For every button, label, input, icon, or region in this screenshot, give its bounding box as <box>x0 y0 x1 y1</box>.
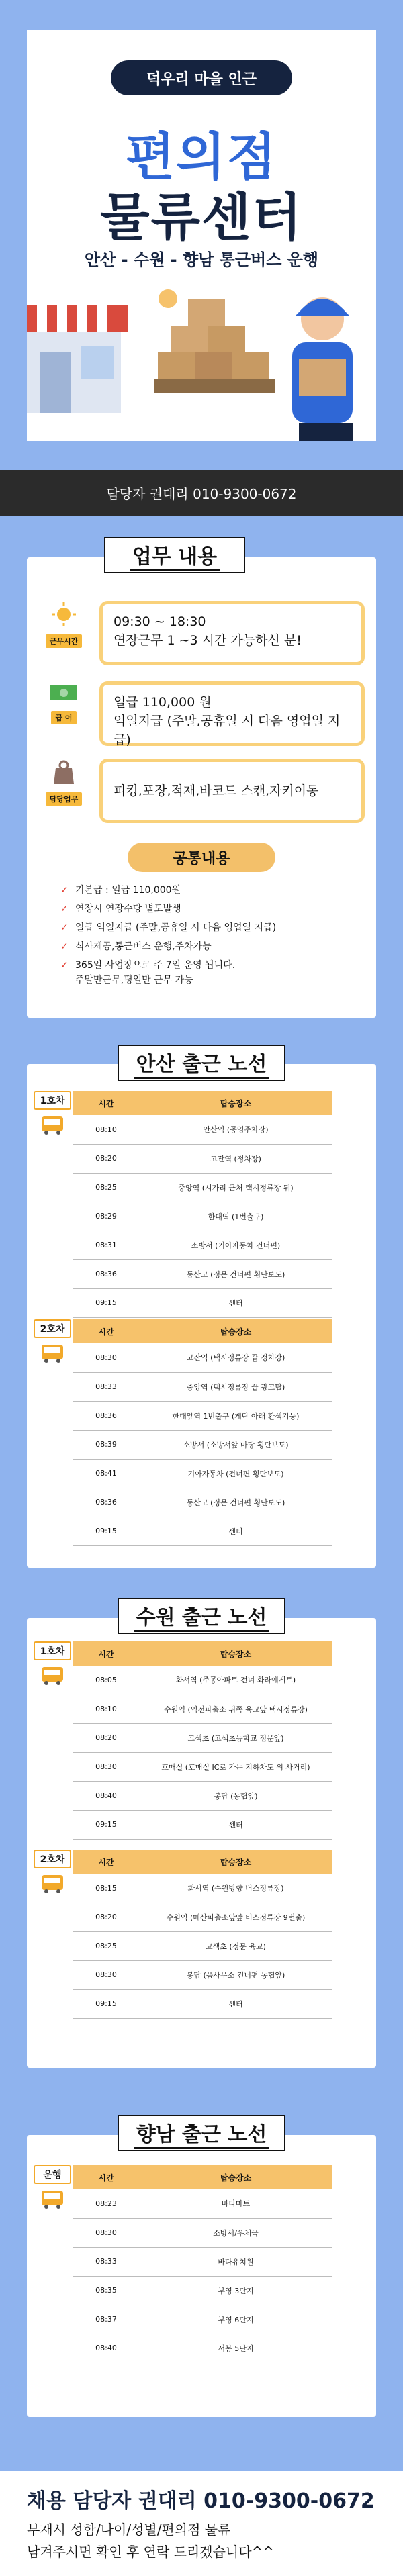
hours-label: 근무시간 <box>46 634 83 648</box>
contact-bar: 담당자 권대리 010-9300-0672 <box>0 470 403 516</box>
table-row: 08:20 고색초 (고색초등학교 정문앞) <box>73 1723 332 1752</box>
hero-subtitle: 안산 - 수원 - 향남 통근버스 운행 <box>84 250 319 269</box>
hero-title-1: 편의점 <box>125 127 278 187</box>
ansan-table-2: 시간 탑승장소 08:30 고잔역 (택시정류장 끝 정차장) 08:33 중앙역 (택시정류장 끝 광고탑) 08:36 한대앞역 1번출구 (게단 아래 환색기둥) 08:39 소방서 (소방서앞 마당 횡단보도) 08:41 기아자동차 (건너편 횡단보도) 08:36 동산고 (정문 건너편 횡단보도) 09:15 센터 <box>73 1319 332 1546</box>
bag-icon <box>50 759 77 785</box>
table-row: 08:20 수원역 (매산파출소앞앞 버스정류장 9번출) <box>73 1903 332 1931</box>
list-item: ✓ 기본급 : 일급 110,000원 <box>60 885 181 896</box>
sun-icon <box>50 601 77 628</box>
worker-icon <box>292 297 353 441</box>
store-icon <box>27 305 128 413</box>
bus-icon <box>40 1343 64 1364</box>
location-pill: 덕우리 마을 인근 <box>111 60 292 95</box>
list-item: ✓ 식사제공,통근버스 운행,주차가능 <box>60 941 212 952</box>
table-row: 08:23 바다마트 <box>73 2189 332 2218</box>
route-tag: 운행 <box>34 2165 71 2184</box>
ansan-section-title: 안산 출근 노선 <box>118 1045 285 1081</box>
table-row: 08:10 안산역 (공영주차장) <box>73 1115 332 1144</box>
list-item: ✓ 365일 사업장으로 주 7일 운영 됩니다. 주말만근무,평일만 근무 가능 <box>60 960 236 986</box>
table-row: 09:15 센터 <box>73 1989 332 2018</box>
table-row: 08:41 기아자동차 (건너편 횡단보도) <box>73 1459 332 1488</box>
common-list <box>60 883 356 988</box>
ansan-table-1: 시간 탑승장소 08:10 안산역 (공영주차장) 08:20 고잔역 (정차장) 08:25 중앙역 (시가리 근처 택시정류장 뒤) 08:29 한대역 (1번출구) 08:31 소방서 (기아자동차 건너편) 08:36 동산고 (정문 건너편 횡단보도) 09:15 센터 <box>73 1091 332 1318</box>
table-row: 08:25 중앙역 (시가리 근처 택시정류장 뒤) <box>73 1173 332 1202</box>
table-row: 08:40 봉담 (농협앞) <box>73 1781 332 1810</box>
route-tag: 1호차 <box>34 1091 71 1110</box>
table-row: 08:31 소방서 (기아자동차 건너편) <box>73 1231 332 1259</box>
table-row: 08:39 소방서 (소방서앞 마당 횡단보도) <box>73 1430 332 1459</box>
job-section-title: 업무 내용 <box>104 537 245 573</box>
route-tag: 1호차 <box>34 1641 71 1660</box>
route-tag: 2호차 <box>34 1319 71 1338</box>
hours-line-1: 09:30 ~ 18:30 <box>114 614 206 629</box>
hyangnam-section-title: 향남 출근 노선 <box>118 2115 285 2151</box>
route-tag: 2호차 <box>34 1850 71 1868</box>
table-row: 08:36 동산고 (정문 건너편 횡단보도) <box>73 1259 332 1288</box>
table-row: 08:05 화서역 (주공아파트 건너 화라예게트) <box>73 1666 332 1695</box>
bus-icon <box>40 1115 64 1135</box>
hyangnam-table: 시간 탑승장소 08:23 바다마트 08:30 소방서/우체국 08:33 바다유치원 08:35 부영 3단지 08:37 부영 6단지 08:40 서봉 5단지 <box>73 2165 332 2363</box>
common-pill: 공통내용 <box>128 843 275 872</box>
bus-icon <box>40 1874 64 1894</box>
list-item: ✓ 연장시 연장수당 별도발생 <box>60 904 181 914</box>
duty-label: 담당업무 <box>46 792 83 806</box>
boxes-icon <box>154 289 275 393</box>
table-row: 09:15 센터 <box>73 1288 332 1317</box>
hero-illustration <box>27 279 376 441</box>
hero-title-2: 물류센터 <box>100 187 303 247</box>
bus-icon <box>40 2189 64 2209</box>
duty-line-1: 피킹,포장,적재,바코드 스캔,자키이동 <box>114 783 319 798</box>
table-row: 08:10 수원역 (역전파출소 뒤쪽 육교앞 택시정류장) <box>73 1695 332 1723</box>
pay-line-1: 일급 110,000 원 <box>114 695 212 710</box>
bus-icon <box>40 1666 64 1686</box>
table-row: 08:15 화서역 (수원방향 버스정류장) <box>73 1874 332 1903</box>
footer-contact: 채용 담당자 권대리 010-9300-0672 <box>27 2489 375 2513</box>
hours-line-2: 연장근무 1 ~3 시간 가능하신 분! <box>114 633 302 648</box>
table-row: 08:30 소방서/우체국 <box>73 2218 332 2247</box>
footer-note-2: 남겨주시면 확인 후 연락 드리겠습니다^^ <box>27 2544 275 2560</box>
table-row: 08:30 호매실 (호매실 IC로 가는 지하차도 위 사거리) <box>73 1752 332 1781</box>
table-row: 09:15 센터 <box>73 1810 332 1839</box>
list-item: ✓ 일급 익일지급 (주말,공휴일 시 다음 영업일 지급) <box>60 922 277 933</box>
suwon-table-1: 시간 탑승장소 08:05 화서역 (주공아파트 건너 화라예게트) 08:10 수원역 (역전파출소 뒤쪽 육교앞 택시정류장) 08:20 고색초 (고색초등학교 정문앞) 08:30 호매실 (호매실 IC로 가는 지하차도 위 사거리) 08:40 봉담 (농협앞) 09:15 센터 <box>73 1641 332 1840</box>
table-row: 08:35 부영 3단지 <box>73 2276 332 2305</box>
table-row: 08:40 서봉 5단지 <box>73 2334 332 2363</box>
table-row: 08:36 한대앞역 1번출구 (게단 아래 환색기둥) <box>73 1401 332 1430</box>
table-row: 08:36 동산고 (정문 건너편 횡단보도) <box>73 1488 332 1517</box>
table-row: 08:30 봉담 (읍사무소 건너편 농협앞) <box>73 1960 332 1989</box>
hero-card <box>27 30 376 441</box>
suwon-table-2: 시간 탑승장소 08:15 화서역 (수원방향 버스정류장) 08:20 수원역 (매산파출소앞앞 버스정류장 9번출) 08:25 고색초 (정문 육교) 08:30 봉담 (읍사무소 건너편 농협앞) 09:15 센터 <box>73 1850 332 2019</box>
table-row: 08:25 고색초 (정문 육교) <box>73 1931 332 1960</box>
footer <box>0 2471 403 2576</box>
footer-note-1: 부재시 성함/나이/성별/편의점 물류 <box>27 2522 231 2538</box>
pay-label: 급 여 <box>51 711 76 724</box>
suwon-section-title: 수원 출근 노선 <box>118 1598 285 1634</box>
table-row: 08:30 고잔역 (택시정류장 끝 정차장) <box>73 1343 332 1372</box>
pay-line-2: 익일지급 (주말,공휴일 시 다음 영업일 지급) <box>114 714 341 747</box>
table-row: 09:15 센터 <box>73 1517 332 1545</box>
table-row: 08:33 중앙역 (택시정류장 끝 광고탑) <box>73 1372 332 1401</box>
table-row: 08:20 고잔역 (정차장) <box>73 1144 332 1173</box>
table-row: 08:37 부영 6단지 <box>73 2305 332 2334</box>
table-row: 08:29 한대역 (1번출구) <box>73 1202 332 1231</box>
money-icon <box>49 681 79 704</box>
table-row: 08:33 바다유치원 <box>73 2247 332 2276</box>
